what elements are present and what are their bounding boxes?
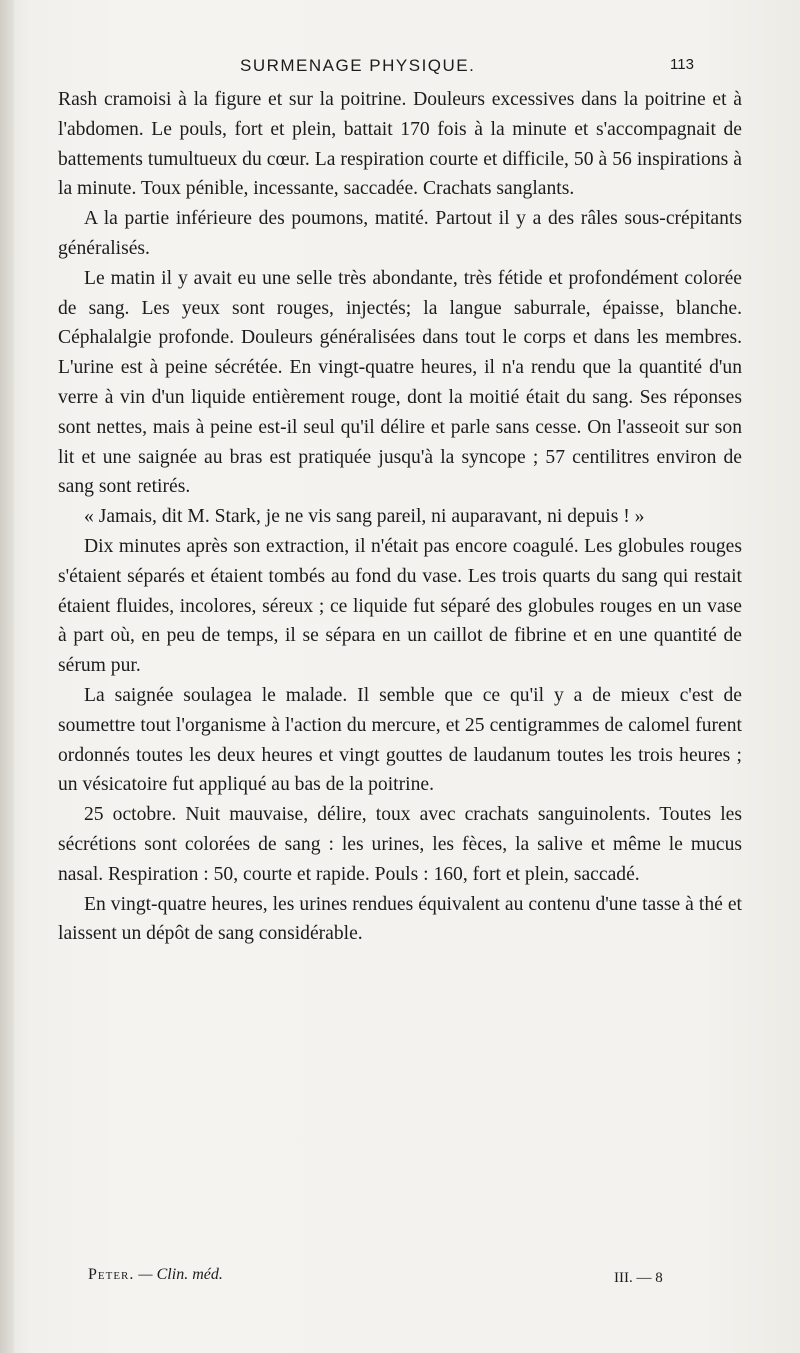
citation-author: Peter. bbox=[88, 1266, 135, 1283]
paragraph-poumons: A la partie inférieure des poumons, matité. Partout il y a des râles sous-crépitants généralisés. bbox=[58, 208, 742, 259]
paragraph-quote-stark: « Jamais, dit M. Stark, je ne vis sang pareil, ni auparavant, ni depuis ! » bbox=[84, 506, 645, 528]
paragraph-matin: Le matin il y avait eu une selle très abondante, très fétide et profondément colorée de sang. Les yeux sont rouges, injectés; la langue saburrale, épaisse, blanche. Céphalalgie profonde. Douleurs généralisées dans tout le corps et dans les membres. L'urine est à peine sécrétée. En vingt-quatre heures, il n'a rendu que la quantité d'un verre à vin d'un liquide entièrement rouge, dont la moitié était du sang. Ses réponses sont nettes, mais à peine est-il seul qu'il délire et parle sans cesse. On l'asseoit sur son lit et une saignée au bras est pratiquée jusqu'à la syncope ; 57 centilitres environ de sang sont retirés. bbox=[58, 267, 742, 498]
paragraph-rash: Rash cramoisi à la figure et sur la poitrine. Douleurs excessives dans la poitrine et à l'abdomen. Le pouls, fort et plein, battait 170 fois à la minute et s'accompagnait de battements tumultueux du cœur. La respiration courte et difficile, 50 à 56 inspirations à la minute. Toux pénible, incessante, saccadée. Crachats sanglants. bbox=[58, 89, 742, 200]
signature-mark: III. — 8 bbox=[614, 1270, 663, 1286]
binding-edge bbox=[0, 0, 14, 1353]
paragraph-25-octobre: 25 octobre. Nuit mauvaise, délire, toux avec crachats sanguinolents. Toutes les sécrétions sont colorées de sang : les urines, les fèces, la salive et même le mucus nasal. Respiration : 50, courte et rapide. Pouls : 160, fort et plein, saccadé. bbox=[58, 804, 742, 885]
page-footer bbox=[0, 1266, 800, 1290]
footer-citation bbox=[88, 1266, 223, 1284]
paragraph-extraction: Dix minutes après son extraction, il n'était pas encore coagulé. Les globules rouges s'étaient séparés et étaient tombés au fond du vase. Les trois quarts du sang qui restait étaient fluides, incolores, séreux ; ce liquide fut séparé des globules rouges en un vase à part où, en peu de temps, il se sépara en un caillot de fibrine et en une quantité de sérum pur. bbox=[58, 535, 742, 677]
page-header bbox=[0, 56, 800, 80]
paragraph-saignee: La saignée soulagea le malade. Il semble que ce qu'il y a de mieux c'est de soumettre tout l'organisme à l'action du mercure, et 25 centigrammes de calomel furent ordonnés toutes les deux heures et vingt gouttes de laudanum toutes les trois heures ; un vésicatoire fut appliqué au bas de la poitrine. bbox=[58, 684, 742, 796]
body-text bbox=[58, 85, 742, 949]
page-number: 113 bbox=[670, 56, 694, 73]
citation-work: — Clin. méd. bbox=[138, 1266, 223, 1283]
running-head: SURMENAGE PHYSIQUE. bbox=[240, 56, 476, 75]
paragraph-urines: En vingt-quatre heures, les urines rendues équivalent au contenu d'une tasse à thé et laissent un dépôt de sang considérable. bbox=[58, 893, 742, 945]
